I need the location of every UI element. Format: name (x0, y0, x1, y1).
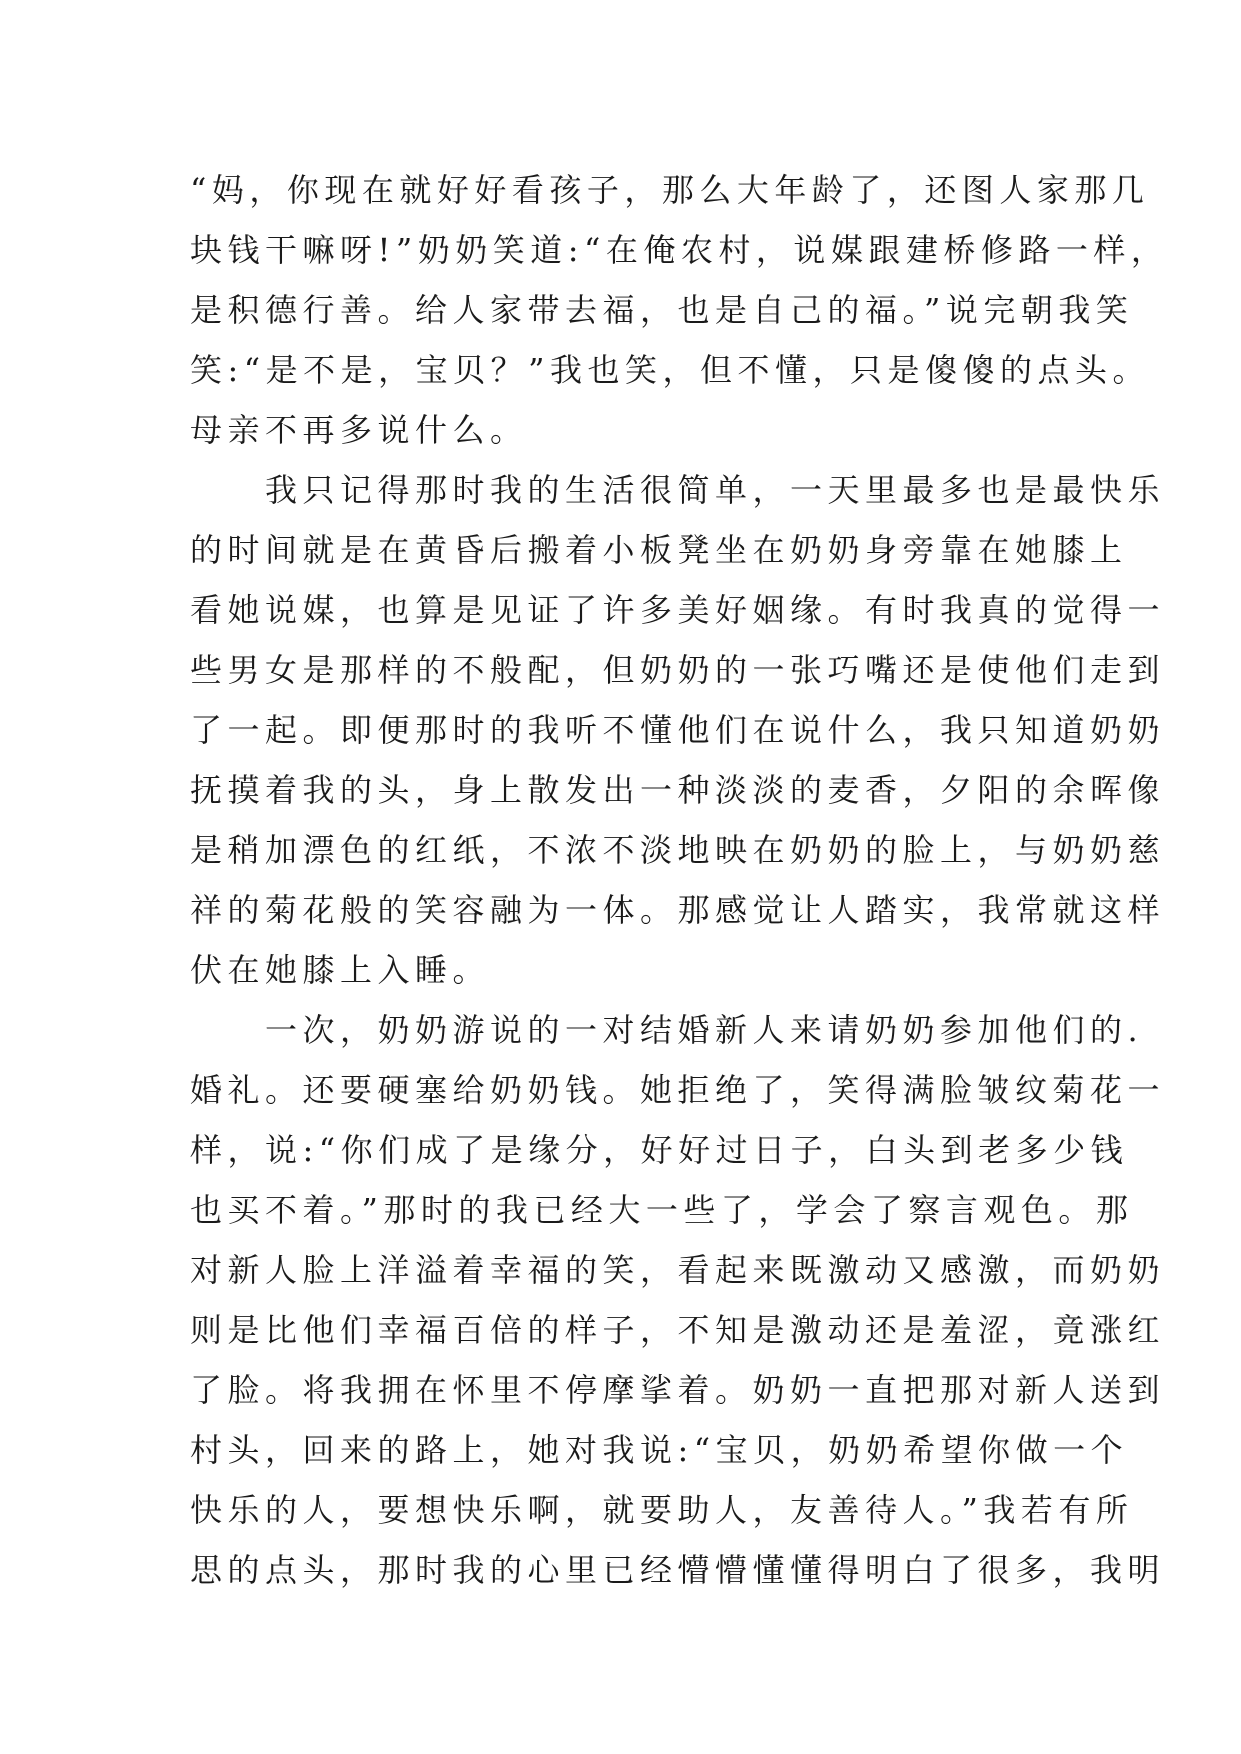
text-line: 也买不着。”那时的我已经大一些了，学会了察言观色。那 (190, 1191, 1134, 1229)
text-line: 快乐的人，要想快乐啊，就要助人，友善待人。”我若有所 (190, 1491, 1134, 1529)
text-line: 是积德行善。给人家带去福，也是自己的福。”说完朝我笑 (190, 291, 1134, 329)
text-line: 村头，回来的路上，她对我说:“宝贝，奶奶希望你做一个 (190, 1431, 1129, 1469)
text-line: 则是比他们幸福百倍的样子，不知是激动还是羞涩，竟涨红 (190, 1311, 1166, 1349)
text-line: 伏在她膝上入睡。 (190, 951, 491, 989)
text-line: 祥的菊花般的笑容融为一体。那感觉让人踏实，我常就这样 (190, 891, 1166, 929)
text-line: 是稍加漂色的红纸，不浓不淡地映在奶奶的脸上，与奶奶慈 (190, 831, 1166, 869)
text-line: 些男女是那样的不般配，但奶奶的一张巧嘴还是使他们走到 (190, 651, 1166, 689)
text-line: 母亲不再多说什么。 (190, 411, 528, 449)
text-line: 思的点头，那时我的心里已经懵懵懂懂得明白了很多，我明 (190, 1551, 1166, 1589)
text-line: 抚摸着我的头，身上散发出一种淡淡的麦香，夕阳的余晖像 (190, 771, 1166, 809)
text-line: 一次，奶奶游说的一对结婚新人来请奶奶参加他们的. (190, 1011, 1144, 1049)
text-line: 块钱干嘛呀!”奶奶笑道:“在俺农村，说媒跟建桥修路一样， (190, 231, 1169, 269)
text-line: 婚礼。还要硬塞给奶奶钱。她拒绝了，笑得满脸皱纹菊花一 (190, 1071, 1166, 1109)
text-line: 我只记得那时我的生活很简单，一天里最多也是最快乐 (190, 471, 1166, 509)
text-line: 样，说:“你们成了是缘分，好好过日子，白头到老多少钱 (190, 1131, 1129, 1169)
text-line: 了脸。将我拥在怀里不停摩挲着。奶奶一直把那对新人送到 (190, 1371, 1166, 1409)
text-line: 了一起。即便那时的我听不懂他们在说什么，我只知道奶奶 (190, 711, 1166, 749)
text-line: “妈，你现在就好好看孩子，那么大年龄了，还图人家那几 (190, 171, 1150, 209)
text-line: 看她说媒，也算是见证了许多美好姻缘。有时我真的觉得一 (190, 591, 1166, 629)
text-line: 对新人脸上洋溢着幸福的笑，看起来既激动又感激，而奶奶 (190, 1251, 1166, 1289)
text-line: 笑:“是不是，宝贝？”我也笑，但不懂，只是傻傻的点头。 (190, 351, 1151, 389)
text-line: 的时间就是在黄昏后搬着小板凳坐在奶奶身旁靠在她膝上 (190, 531, 1128, 569)
body-text (190, 160, 1169, 1600)
